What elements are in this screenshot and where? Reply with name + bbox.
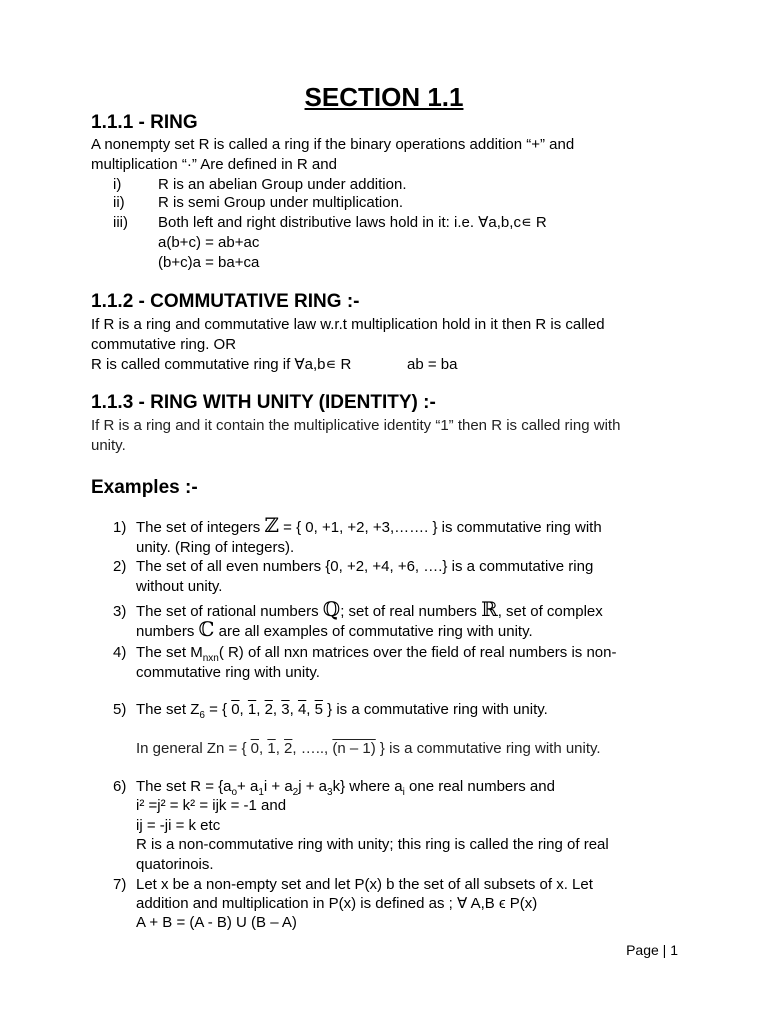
ring-with-unity-heading: 1.1.3 - RING WITH UNITY (IDENTITY) :- (91, 392, 436, 413)
ring-item-text: Both left and right distributive laws hold in it: i.e. ∀a,b,c∊ R (158, 214, 547, 231)
example-number: 5) (113, 701, 127, 718)
reals-symbol: ℝ (481, 597, 498, 621)
example-4-line-2: commutative ring with unity. (136, 664, 320, 681)
example-6-line-1: The set $R = \{a_o+ a_1i + a_2j + a_3k\}$ where $a_i$ one real numbers and (136, 778, 555, 798)
example-6-line-4: R is a non-commutative ring with unity; this ring is called the ring of real (136, 836, 609, 853)
ring-item-text: R is semi Group under multiplication. (158, 194, 404, 211)
integers-symbol: ℤ (264, 513, 280, 537)
example-number: 1) (113, 519, 127, 536)
commutative-ring-heading: 1.1.2 - COMMUTATIVE RING :- (91, 291, 360, 312)
ring-item-text: R is an abelian Group under addition. (158, 176, 407, 193)
example-number: 2) (113, 558, 127, 575)
distributive-law-left: a(b+c) = ab+ac (158, 234, 260, 251)
example-number: 7) (113, 876, 127, 893)
example-number: 4) (113, 644, 127, 661)
example-7-line-1: Let x be a non-empty set and let P(x) b the set of all subsets of x. Let (136, 876, 593, 893)
example-1-line-1: The set of integers ℤ = { 0, +1, +2, +3,……. } is commutative ring with (136, 513, 602, 537)
general-zn-line: In general Zn = { 0, 1, 2, ….., (n – 1) } is a commutative ring with unity. (136, 740, 601, 757)
example-6-line-3: ij = -ji = k etc (136, 817, 221, 834)
example-2-line-1: The set of all even numbers {0, +2, +4, +6, ….} is a commutative ring (136, 558, 594, 575)
rationals-symbol: ℚ (322, 597, 341, 621)
example-2-line-2: without unity. (136, 578, 223, 595)
example-7-line-2: addition and multiplication in P(x) is defined as ; ∀ A,B ϵ P(x) (136, 895, 538, 912)
example-6-line-5: quatorinois. (136, 856, 214, 873)
example-5-line: The set $Z_6$ = { 0, 1, 2, 3, 4, 5 } is a commutative ring with unity. (136, 701, 548, 721)
section-title: SECTION 1.1 (304, 82, 464, 112)
example-number: 3) (113, 603, 127, 620)
example-number: 6) (113, 778, 127, 795)
example-6-line-2: i² =j² = k² = ijk = -1 and (136, 797, 287, 814)
example-7-line-3: A + B = (A - B) U (B – A) (136, 914, 297, 931)
example-3-line-2: numbers ℂ are all examples of commutative ring with unity. (136, 617, 533, 641)
example-1-line-2: unity. (Ring of integers). (136, 539, 295, 556)
ring-heading: 1.1.1 - RING (91, 112, 198, 133)
page-number: Page | 1 (626, 942, 678, 958)
ring-item-marker: iii) (113, 214, 128, 231)
complex-symbol: ℂ (198, 617, 215, 641)
commutative-ring-line-1: If R is a ring and commutative law w.r.t multiplication hold in it then R is called (91, 316, 605, 333)
commutative-law: ab = ba (407, 356, 458, 373)
ring-intro-line-2: multiplication “·” Are defined in R and (91, 156, 337, 173)
commutative-ring-line-3: R is called commutative ring if ∀a,b∊ R (91, 356, 352, 373)
commutative-ring-line-2: commutative ring. OR (91, 336, 237, 353)
ring-with-unity-line-2: unity. (91, 437, 126, 454)
example-4-line-1: The set $M_{nxn}$( R) of all nxn matrices over the field of real numbers is non- (136, 644, 617, 664)
distributive-law-right: (b+c)a = ba+ca (158, 254, 260, 271)
example-3-line-1: The set of rational numbers ℚ; set of real numbers ℝ, set of complex (136, 597, 603, 621)
ring-with-unity-line-1: If R is a ring and it contain the multiplicative identity “1” then R is called ring with (91, 417, 621, 434)
ring-item-marker: i) (113, 176, 122, 193)
ring-intro-line-1: A nonempty set R is called a ring if the binary operations addition “+” and (91, 136, 575, 153)
ring-item-marker: ii) (113, 194, 125, 211)
examples-heading: Examples :- (91, 477, 198, 498)
